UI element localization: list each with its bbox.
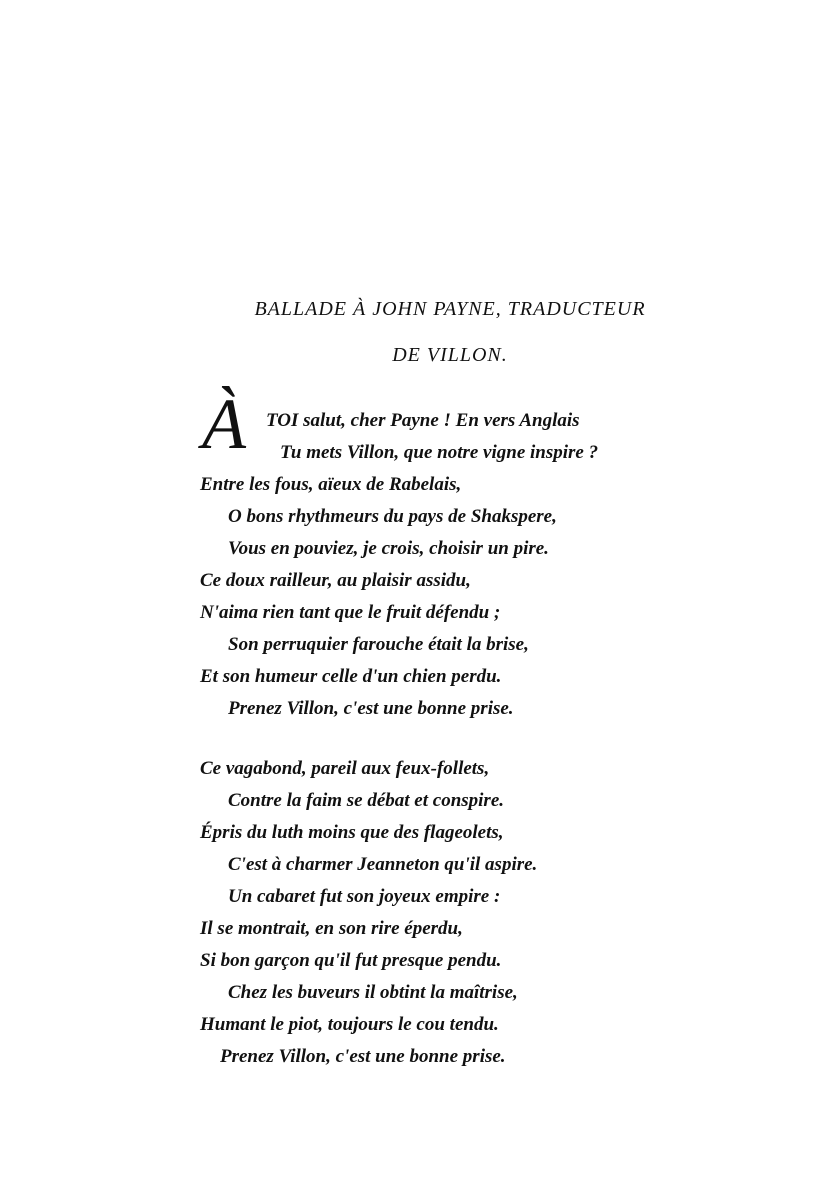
verse-line: TOI salut, cher Payne ! En vers Anglais	[266, 410, 580, 431]
verse-line: Humant le piot, toujours le cou tendu.	[200, 1014, 499, 1035]
drop-cap: À	[202, 384, 246, 464]
verse-line: Un cabaret fut son joyeux empire :	[228, 886, 501, 907]
verse-line: Épris du luth moins que des flageolets,	[200, 822, 504, 843]
verse-line: C'est à charmer Jeanneton qu'il aspire.	[228, 854, 538, 875]
verse-line: Vous en pouviez, je crois, choisir un pire.	[228, 538, 549, 559]
verse-line: Et son humeur celle d'un chien perdu.	[200, 666, 502, 687]
verse-line: Son perruquier farouche était la brise,	[228, 634, 529, 655]
verse-line: Tu mets Villon, que notre vigne inspire ?	[280, 442, 599, 463]
verse-line: N'aima rien tant que le fruit défendu ;	[200, 602, 501, 623]
verse-line: O bons rhythmeurs du pays de Shakspere,	[228, 506, 557, 527]
verse-line: Ce vagabond, pareil aux feux-follets,	[200, 758, 490, 779]
verse-line: Entre les fous, aïeux de Rabelais,	[200, 474, 462, 495]
verse-line: Ce doux railleur, au plaisir assidu,	[200, 570, 471, 591]
refrain-line: Prenez Villon, c'est une bonne prise.	[228, 698, 514, 719]
ballad-title-continued: DE VILLON.	[392, 344, 508, 366]
verse-line: Chez les buveurs il obtint la maîtrise,	[228, 982, 518, 1003]
verse-line: Contre la faim se débat et conspire.	[228, 790, 505, 811]
ballad-title: BALLADE À JOHN PAYNE, TRADUCTEUR	[254, 298, 646, 320]
refrain-line: Prenez Villon, c'est une bonne prise.	[220, 1046, 506, 1067]
verse-line: Si bon garçon qu'il fut presque pendu.	[200, 950, 502, 971]
verse-line: Il se montrait, en son rire éperdu,	[200, 918, 463, 939]
